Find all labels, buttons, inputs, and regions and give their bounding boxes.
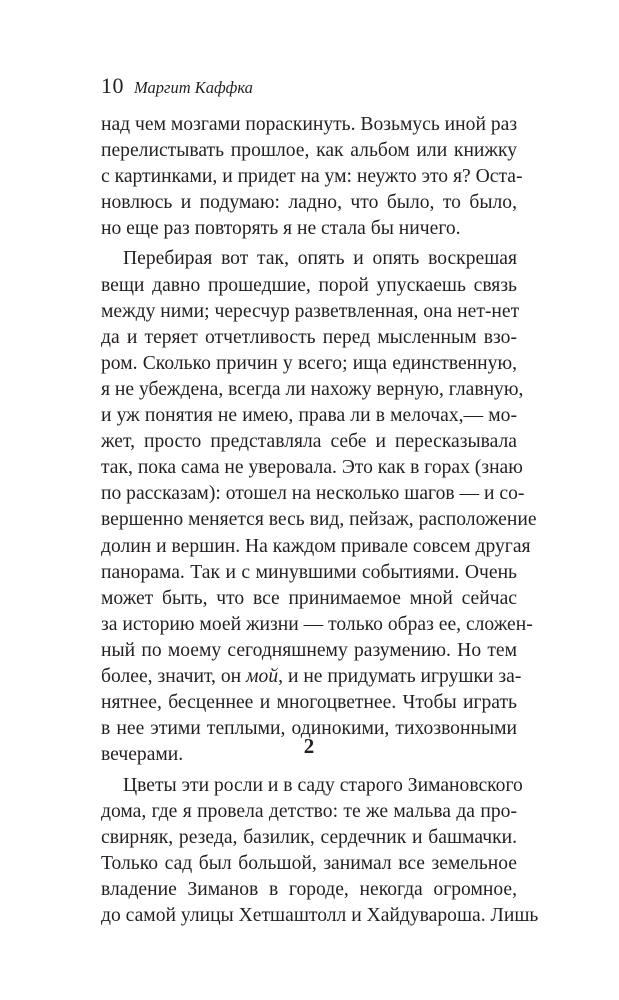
text-line: перелистывать прошлое, как альбом или книжку: [101, 140, 517, 162]
text-line: я не убеждена, всегда ли нахожу верную, главную,: [101, 378, 524, 400]
paragraph-3: [101, 773, 539, 930]
text-segment: , и не придумать игрушки за-: [278, 665, 522, 687]
body-text: [101, 112, 537, 768]
text-line: ный по моему сегодняшнему разумению. Но тем: [101, 639, 517, 661]
text-line: так, пока сама не уверовала. Это как в горах (знаю: [101, 457, 523, 479]
text-line: ром. Сколько причин у всего; ища единственную,: [101, 352, 517, 374]
text-line: жет, просто представляла себе и пересказывала: [101, 431, 517, 453]
section-2-text: [101, 773, 539, 930]
text-line: и уж понятия не имею, права ли в мелочах,— мо-: [101, 405, 517, 427]
text-line: нятнее, бесценнее и многоцветнее. Чтобы играть: [101, 692, 517, 714]
text-line-with-emphasis: [101, 664, 522, 690]
text-line: в нее этими теплыми, одинокими, тихозвонными: [101, 718, 517, 740]
running-head: [101, 73, 253, 99]
text-line: с картинками, и придет на ум: неужто это я? Оста-: [101, 166, 523, 188]
text-line: но еще раз повторять я не стала бы ничего.: [101, 218, 461, 240]
page-number: 10: [101, 73, 124, 98]
text-line: да и теряет отчетливость перед мысленным взо-: [101, 326, 517, 348]
text-line: по рассказам): отошел на несколько шагов — и со-: [101, 483, 525, 505]
emphasis-word: мой: [246, 665, 279, 687]
text-line: владение Зиманов в городе, некогда огромное,: [101, 879, 517, 901]
text-line: вещи давно прошедшие, порой упускаешь связь: [101, 274, 517, 296]
text-line: может быть, что все принимаемое мной сейчас: [101, 587, 517, 609]
text-line: долин и вершин. На каждом привале совсем другая: [101, 535, 531, 557]
text-line: за историю моей жизни — только образ ее, сложен-: [101, 613, 533, 635]
paragraph-1: [101, 112, 523, 242]
text-line: дома, где я провела детство: те же мальва да про-: [101, 801, 517, 823]
text-line: вечерами.: [101, 744, 184, 766]
text-line: до самой улицы Хетшаштолл и Хайдувароша. Лишь: [101, 905, 539, 927]
running-title: Маргит Каффка: [134, 78, 253, 97]
text-line: свирняк, резеда, базилик, сердечник и башмачки.: [101, 827, 517, 849]
text-line: между ними; чересчур разветвленная, она нет-нет: [101, 300, 520, 322]
text-line: над чем мозгами пораскинуть. Возьмусь иной раз: [101, 114, 518, 135]
text-line: Цветы эти росли и в саду старого Зимановского: [123, 775, 523, 796]
text-line: Перебирая вот так, опять и опять воскрешая: [123, 248, 517, 270]
paragraph-2: [101, 246, 537, 768]
text-segment: более, значит, он: [101, 665, 247, 687]
text-line: панорама. Так и с минувшими событиями. Очень: [101, 561, 517, 583]
text-line: вершенно меняется весь вид, пейзаж, расположение: [101, 509, 537, 531]
chapter-number: 2: [303, 734, 315, 758]
book-page: [101, 0, 539, 1000]
text-line: Только сад был большой, занимал все земельное: [101, 853, 517, 875]
text-line: новлюсь и подумаю: ладно, что было, то было,: [101, 192, 517, 214]
